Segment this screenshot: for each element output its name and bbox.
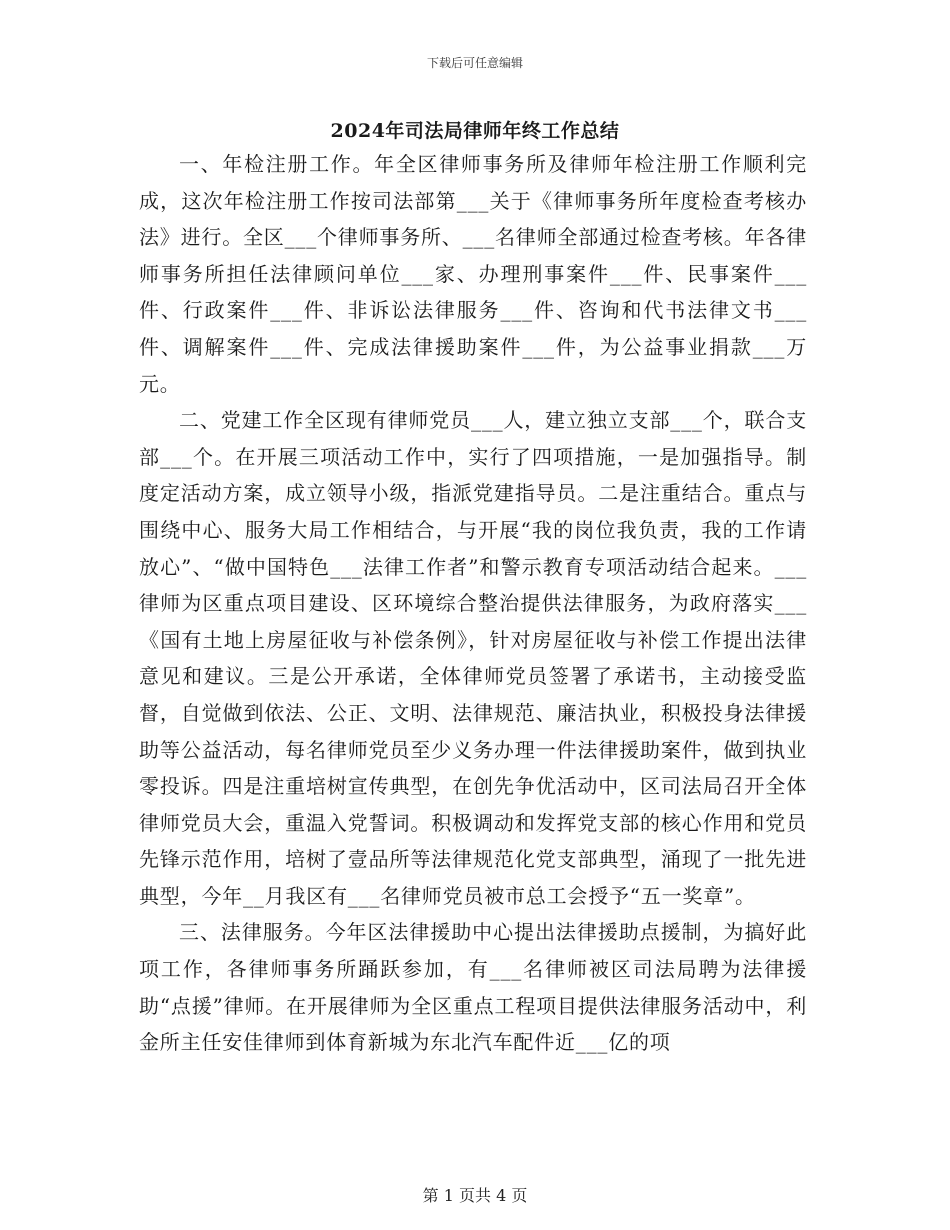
header-note: 下载后可任意编辑 xyxy=(426,56,523,70)
paragraph-party-building: 二、党建工作全区现有律师党员___人，建立独立支部___个，联合支部___个。在开展三项活动工作中，实行了四项措施，一是加强指导。制度定活动方案，成立领导小级，指派党建指导员。二是注重结合。重点与围绕中心、服务大局工作相结合，与开展“我的岗位我负责，我的工作请放心”、“做中国特色___法律工作者”和警示教育专项活动结合起来。___律师为区重点项目建设、区环境综合整治提供法律服务，为政府落实___《国有土地上房屋征收与补偿条例》，针对房屋征收与补偿工作提出法律意见和建议。三是公开承诺，全体律师党员签署了承诺书，主动接受监督，自觉做到依法、公正、文明、法律规范、廉洁执业，积极投身法律援助等公益活动，每名律师党员至少义务办理一件法律援助案件，做到执业零投诉。四是注重培树宣传典型，在创先争优活动中，区司法局召开全体律师党员大会，重温入党誓词。积极调动和发挥党支部的核心作用和党员先锋示范作用，培树了壹品所等法律规范化党支部典型，涌现了一批先进典型，今年__月我区有___名律师党员被市总工会授予“五一奖章”。 xyxy=(139,408,807,908)
document-body xyxy=(139,146,807,1061)
document-title: 2024年司法局律师年终工作总结 xyxy=(330,120,620,142)
paragraph-annual-registration: 一、年检注册工作。年全区律师事务所及律师年检注册工作顺利完成，这次年检注册工作按司法部第___关于《律师事务所年度检查考核办法》进行。全区___个律师事务所、___名律师全部通过检查考核。年各律师事务所担任法律顾问单位___家、办理刑事案件___件、民事案件___件、行政案件___件、非诉讼法律服务___件、咨询和代书法律文书___件、调解案件___件、完成法律援助案件___件，为公益事业捐款___万元。 xyxy=(139,152,807,396)
paragraph-legal-services: 三、法律服务。今年区法律援助中心提出法律援助点援制，为搞好此项工作，各律师事务所踊跃参加，有___名律师被区司法局聘为法律援助“点援”律师。在开展律师为全区重点工程项目提供法律服务活动中，利金所主任安佳律师到体育新城为东北汽车配件近___亿的项 xyxy=(139,920,807,1055)
page-number-footer: 第 1 页共 4 页 xyxy=(422,1186,528,1205)
